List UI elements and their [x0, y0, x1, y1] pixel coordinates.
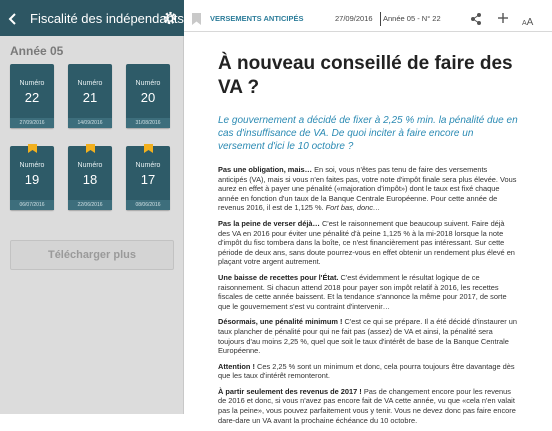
sidebar-header — [0, 0, 184, 36]
bookmark-icon — [86, 144, 95, 153]
year-label: Année 05 — [10, 44, 64, 58]
issue-number: 17 — [140, 172, 156, 187]
download-more-button[interactable]: Télécharger plus — [10, 240, 174, 270]
issue-cover-21[interactable] — [68, 64, 112, 128]
article-paragraph — [218, 219, 518, 267]
add-icon[interactable] — [496, 9, 510, 27]
article-paragraph — [218, 387, 518, 425]
paragraph-text: C'est ce qui se prépare. Il a été décidé d'instaurer un taux plancher de pénalité pour qui ne fait pas (assez) de VA et ainsi, la pénalité sera toujours d'au moins 2,25 %, quel que soit le taux d'intérêt de base de la Banque Centrale Européenne. — [218, 317, 518, 356]
bookmark-icon — [28, 144, 37, 153]
paragraph-heading: À partir seulement des revenus de 2017 ! — [218, 386, 362, 396]
article-paragraph — [218, 165, 518, 213]
font-size-small-icon: A — [522, 20, 527, 27]
article-pane — [184, 0, 552, 425]
issue-cover-18[interactable] — [68, 146, 112, 210]
article-toolbar — [184, 8, 552, 32]
issue-number: 18 — [82, 172, 98, 187]
issue-label: Numéro — [77, 80, 103, 87]
article-paragraph — [218, 362, 518, 381]
bookmark-icon — [144, 144, 153, 153]
issue-label: Numéro — [19, 162, 45, 169]
paragraph-heading: Désormais, une pénalité minimum ! — [218, 317, 343, 327]
font-size-button[interactable] — [522, 12, 538, 26]
article-lead: Le gouvernement a décidé de fixer à 2,25 % min. la pénalité due en cas d'insuffisance de VA. De quoi inciter à faire encore un versement d'ici le 10 octobre ? — [218, 115, 518, 152]
share-icon[interactable] — [470, 12, 482, 26]
issue-number: 19 — [24, 172, 40, 187]
article-body — [218, 52, 518, 431]
paragraph-text: C'est le raisonnement que beaucoup suivent. Faire déjà des VA en 2016 pour éviter une pénalité d'à peine 1,125 % à la mi-2018 lorsque la note d'impôt du fisc tombera dans la boîte, ce n'est financièrement pas intéressant. Sur cette période de deux ans, sans doute pourrez-vous en effet obtenir un rendement plus élevé en plaçant votre argent autrement. — [218, 218, 515, 267]
issue-label: Numéro — [77, 162, 103, 169]
paragraph-heading: Pas la peine de verser déjà… — [218, 218, 320, 228]
chevron-left-icon — [8, 12, 18, 26]
issue-cover-22[interactable] — [10, 64, 54, 128]
plus-icon — [497, 12, 509, 24]
paragraph-text: En soi, vous n'êtes pas tenu de faire des versements anticipés (VA), mais si vous n'en faites pas, votre note d'impôt finale sera plus élevée. Vous aurez en effet à payer une pénalité («majoration d'impôt») dont le taux est fixé chaque année en fonction d'un taux de la Banque Centrale Européenne. Pour cette année de revenus 2016, il est de 1,125 %. — [218, 165, 517, 213]
issue-date: 14/09/2016 — [68, 118, 112, 128]
paragraph-heading: Une baisse de recettes pour l'État. — [218, 272, 339, 282]
section-tag: VERSEMENTS ANTICIPÉS — [210, 14, 304, 23]
article-date: 27/09/2016 — [335, 14, 373, 23]
issue-label: Numéro — [135, 162, 161, 169]
issue-reference: Année 05 - N° 22 — [380, 12, 443, 26]
sidebar-title: Fiscalité des indépendants — [30, 11, 184, 26]
article-headline: À nouveau conseillé de faire des VA ? — [218, 53, 513, 98]
paragraph-text: Ces 2,25 % sont un minimum et donc, cela pourra toujours être davantage dès que les taux d'intérêt remonteront. — [218, 361, 515, 381]
bookmark-icon[interactable] — [192, 13, 201, 25]
issue-cover-20[interactable] — [126, 64, 170, 128]
paragraph-italic: Fort bas, donc… — [325, 203, 381, 213]
issue-number: 22 — [24, 90, 40, 105]
gear-icon — [162, 10, 178, 26]
paragraph-heading: Pas une obligation, mais… — [218, 165, 313, 174]
issue-cover-19[interactable] — [10, 146, 54, 210]
issue-date: 31/08/2016 — [126, 118, 170, 128]
paragraph-heading: Attention ! — [218, 361, 255, 371]
issue-cover-17[interactable] — [126, 146, 170, 210]
font-size-large-icon: A — [526, 17, 534, 28]
issues-sidebar — [0, 0, 184, 414]
paragraph-text: C'est évidemment le résultat logique de ce raisonnement. Si chacun attend 2018 pour payer son impôt relatif à 2016, les recettes fiscales de cette année baissent. Et la tendance s'annonce la même pour 2017, de sorte que le gouvernement s'est vu contraint d'intervenir… — [218, 272, 507, 311]
article-paragraph — [218, 273, 518, 311]
issue-date: 22/06/2016 — [68, 200, 112, 210]
issue-label: Numéro — [19, 80, 45, 87]
paragraph-text: Pas de changement encore pour les revenus de 2016 et donc, si vous n'avez pas encore fait de VA cette année, vu que «cela n'en valait pas la peine», vous pouvez parfaitement vous y tenir. Vous ne devez donc pas faire encore dare-dare un VA avant la prochaine échéance du 10 octobre. — [218, 386, 516, 425]
issue-label: Numéro — [135, 80, 161, 87]
issue-number: 21 — [82, 90, 98, 105]
settings-button[interactable] — [162, 10, 178, 26]
back-button[interactable] — [8, 11, 22, 27]
article-paragraph — [218, 317, 518, 355]
issue-date: 27/09/2016 — [10, 118, 54, 128]
issue-date: 08/06/2016 — [126, 200, 170, 210]
issue-number: 20 — [140, 90, 156, 105]
issue-date: 06/07/2016 — [10, 200, 54, 210]
